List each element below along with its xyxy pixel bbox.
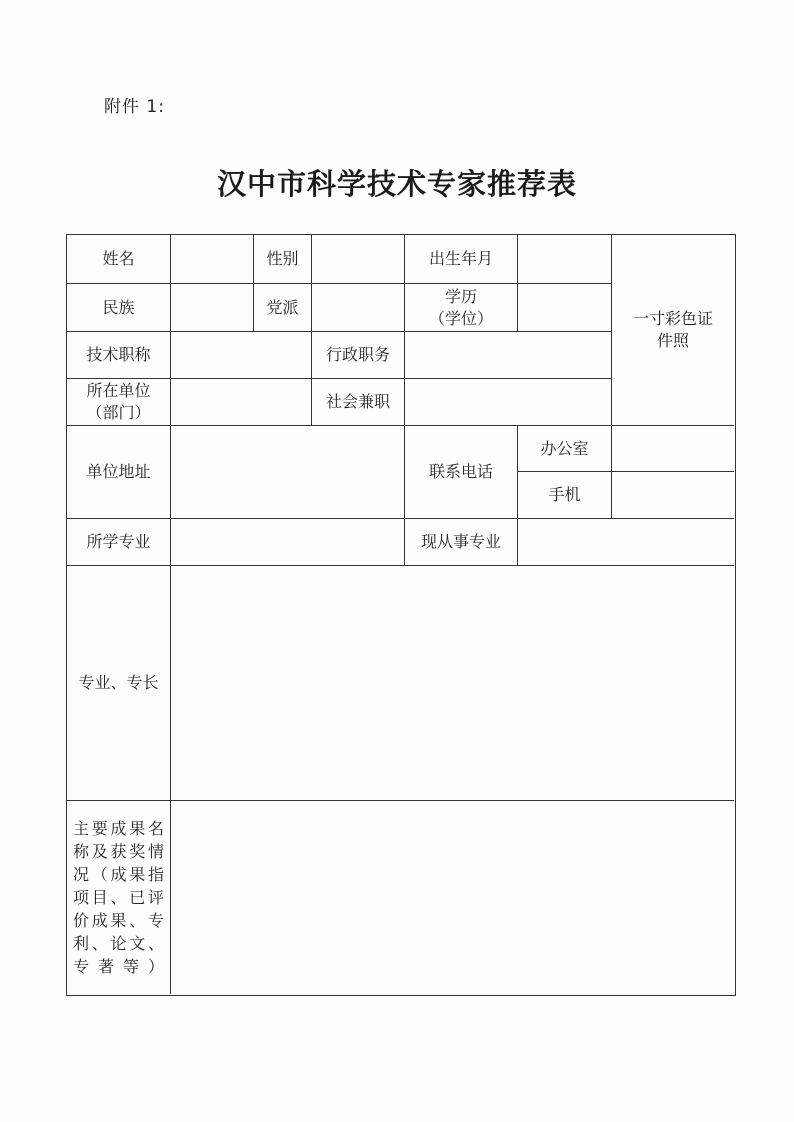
ethnicity-label: 民族 [67,284,171,332]
address-field[interactable] [171,426,405,519]
party-label: 党派 [254,284,312,332]
birth-label: 出生年月 [405,235,518,284]
ethnicity-field[interactable] [171,284,254,332]
tech-title-field[interactable] [171,332,312,379]
achievements-label-cell [67,801,171,994]
mobile-field[interactable] [612,472,734,519]
phone-label: 联系电话 [405,426,518,519]
achievements-label: 主要成果名称及获奖情况（成果指项目、已评价成果、专利、论文、专著等） [73,819,164,976]
recommendation-form-table [66,234,736,996]
current-major-field[interactable] [518,519,734,566]
gender-field[interactable] [312,235,405,284]
specialty-field[interactable] [171,566,734,801]
major-field[interactable] [171,519,405,566]
major-label: 所学专业 [67,519,171,566]
gender-label: 性别 [254,235,312,284]
office-phone-field[interactable] [612,426,734,472]
education-field[interactable] [518,284,612,332]
current-major-label: 现从事专业 [405,519,518,566]
birth-field[interactable] [518,235,612,284]
workplace-label: 所在单位 （部门） [67,379,171,426]
attachment-label: 附件 1: [104,97,165,117]
name-label: 姓名 [67,235,171,284]
achievements-field[interactable] [171,801,734,994]
address-label: 单位地址 [67,426,171,519]
form-title: 汉中市科学技术专家推荐表 [216,167,577,201]
admin-post-label: 行政职务 [312,332,405,379]
specialty-label: 专业、专长 [67,566,171,801]
name-field[interactable] [171,235,254,284]
office-phone-label: 办公室 [518,426,612,472]
education-label: 学历 （学位） [405,284,518,332]
mobile-label: 手机 [518,472,612,519]
party-field[interactable] [312,284,405,332]
photo-placeholder[interactable]: 一寸彩色证 件照 [612,235,734,426]
admin-post-field[interactable] [405,332,612,379]
workplace-field[interactable] [171,379,312,426]
social-post-field[interactable] [405,379,612,426]
tech-title-label: 技术职称 [67,332,171,379]
social-post-label: 社会兼职 [312,379,405,426]
